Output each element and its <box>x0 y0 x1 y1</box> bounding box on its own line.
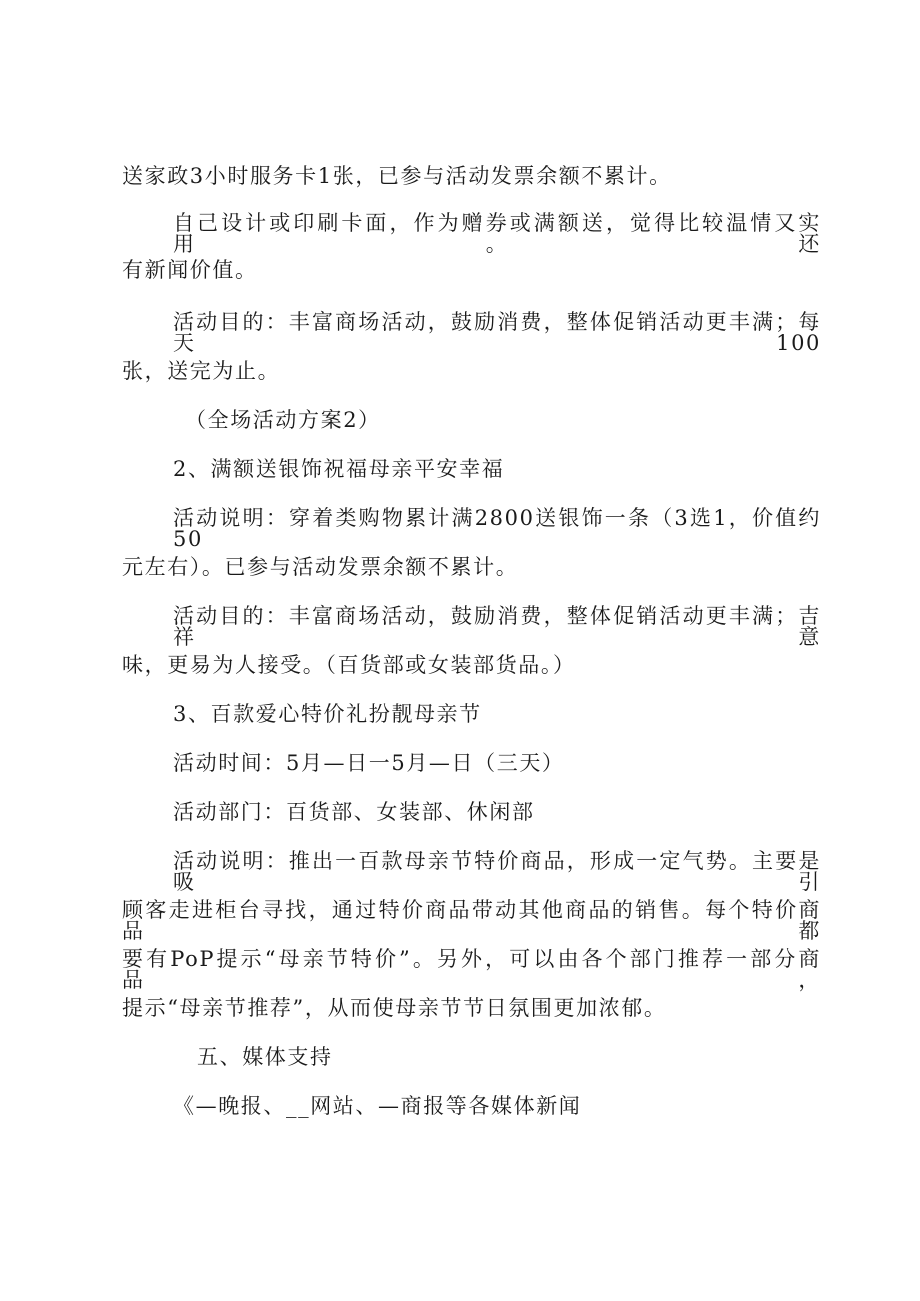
section-note: （全场活动方案2） <box>185 408 381 432</box>
activity-time: 活动时间：5月—日一5月—日（三天） <box>173 751 565 775</box>
paragraph-line-3: 有新闻价值。 <box>122 258 258 282</box>
section-heading-3: 3、百款爱心特价礼扮靓母亲节 <box>173 702 482 726</box>
media-support-line: 《—晚报、__网站、—商报等各媒体新闻 <box>173 1094 582 1118</box>
section-heading-2: 2、满额送银饰祝福母亲平安幸福 <box>173 457 505 481</box>
paragraph-line-1: 送家政3小时服务卡1张，已参与活动发票余额不累计。 <box>122 164 672 188</box>
paragraph-line-10: 活动目的：丰富商场活动，鼓励消费，整体促销活动更丰满；吉祥意 <box>173 604 821 649</box>
paragraph-line-17: 要有PoP提示“母亲节特价”。另外，可以由各个部门推荐一部分商品， <box>122 947 821 992</box>
paragraph-line-16: 顾客走进柜台寻找，通过特价商品带动其他商品的销售。每个特价商品都 <box>122 898 821 943</box>
paragraph-line-5: 张，送完为止。 <box>122 359 281 383</box>
paragraph-line-2: 自己设计或印刷卡面，作为赠券或满额送，觉得比较温情又实用。还 <box>173 211 821 256</box>
paragraph-line-11: 味，更易为人接受。（百货部或女装部货品。） <box>122 653 576 677</box>
section-heading-5: 五、媒体支持 <box>197 1045 333 1069</box>
paragraph-line-15: 活动说明：推出一百款母亲节特价商品，形成一定气势。主要是吸引 <box>173 849 821 894</box>
activity-departments: 活动部门：百货部、女装部、休闲部 <box>173 800 535 824</box>
paragraph-line-9: 元左右）。已参与活动发票余额不累计。 <box>122 555 519 579</box>
paragraph-line-4: 活动目的：丰富商场活动，鼓励消费，整体促销活动更丰满；每天100 <box>173 310 821 355</box>
paragraph-line-8: 活动说明：穿着类购物累计满2800送银饰一条（3选1，价值约50 <box>173 506 821 551</box>
paragraph-line-18: 提示“母亲节推荐”，从而使母亲节节日氛围更加浓郁。 <box>122 996 667 1020</box>
